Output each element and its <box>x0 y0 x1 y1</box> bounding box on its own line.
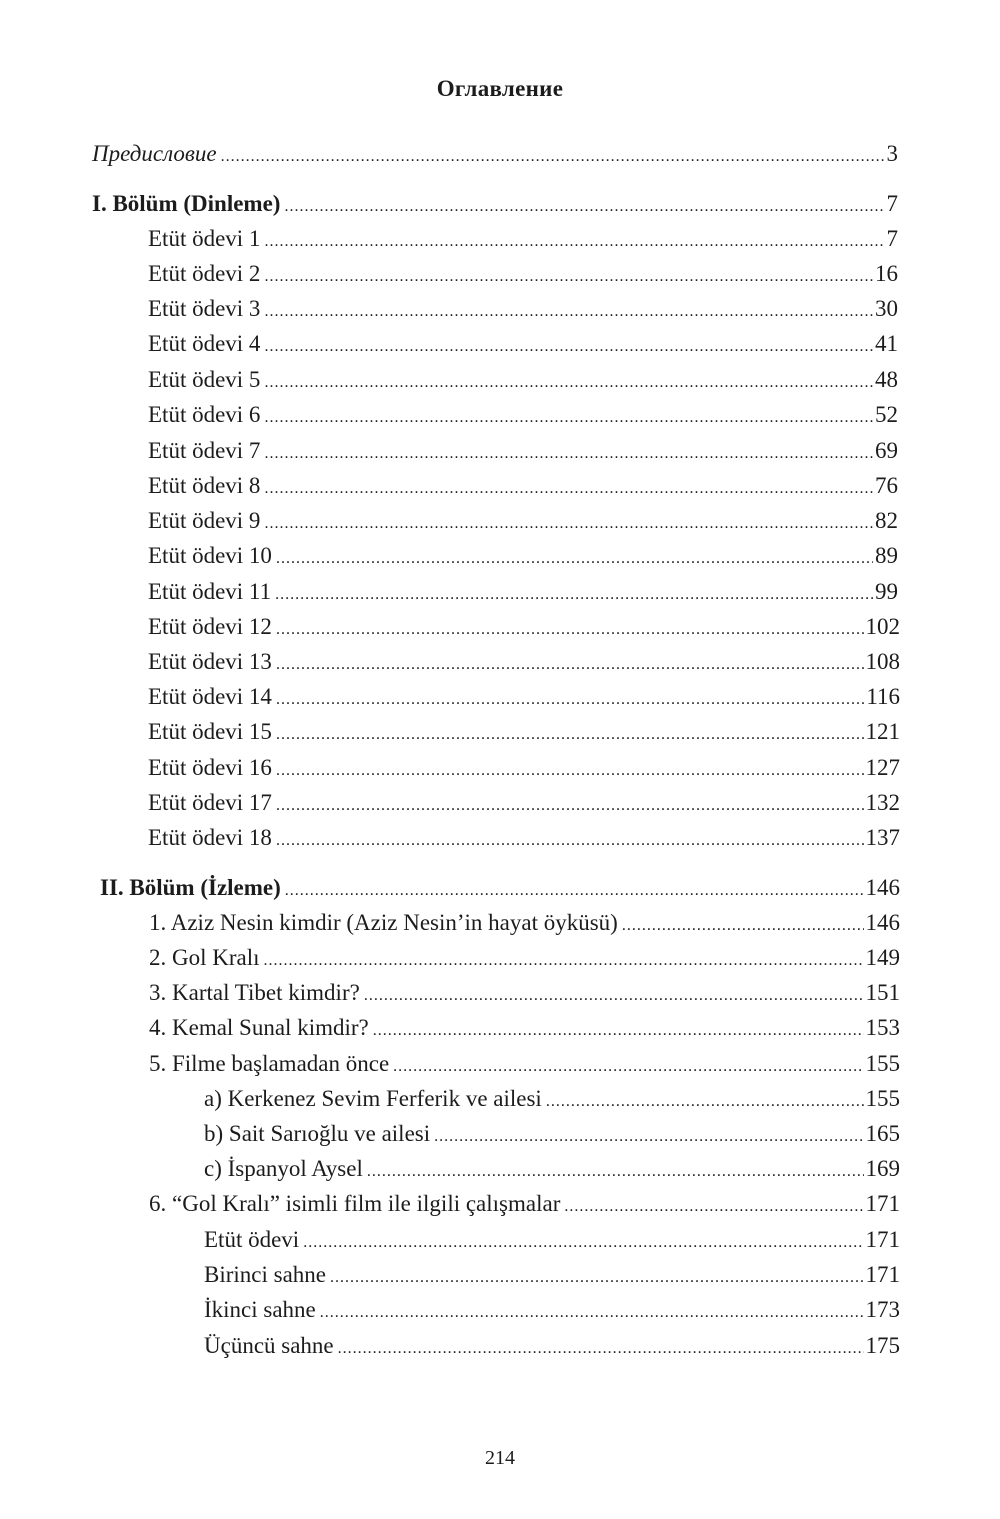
toc-entry <box>204 1332 900 1360</box>
toc-entry <box>148 401 898 429</box>
toc-leader-dots <box>320 1299 864 1327</box>
toc-label: Birinci sahne <box>204 1262 326 1287</box>
toc-page: 151 <box>865 980 900 1005</box>
toc-label: 5. Filme başlamadan önce <box>149 1051 390 1076</box>
toc-label: Etüt ödevi 9 <box>148 508 261 533</box>
toc-leader-dots <box>364 982 864 1010</box>
toc-label: Etüt ödevi 12 <box>148 614 272 639</box>
toc-label: Etüt ödevi 13 <box>148 649 272 674</box>
toc-leader-dots <box>264 369 873 397</box>
toc-label: Etüt ödevi 8 <box>148 473 261 498</box>
toc-label: İkinci sahne <box>204 1297 316 1322</box>
toc-leader-dots <box>276 792 864 820</box>
toc-page: 149 <box>865 945 900 970</box>
toc-page: 121 <box>865 719 900 744</box>
toc-label: Etüt ödevi 18 <box>148 825 272 850</box>
toc-entry <box>149 1014 900 1042</box>
toc-entry <box>148 542 898 570</box>
toc-label: Üçüncü sahne <box>204 1333 334 1358</box>
toc-leader-dots <box>303 1229 863 1257</box>
toc-leader-dots <box>284 193 884 221</box>
toc-leader-dots <box>264 298 873 326</box>
toc-entry <box>148 225 898 253</box>
toc-entry-preface <box>92 140 898 168</box>
toc-entry <box>148 613 900 641</box>
toc-entry <box>148 295 898 323</box>
toc-page: 102 <box>865 614 900 639</box>
toc-page: 165 <box>865 1121 900 1146</box>
toc-entry <box>148 824 900 852</box>
toc-label: 1. Aziz Nesin kimdir (Aziz Nesin’in hayat öyküsü) <box>149 910 618 935</box>
toc-page: 132 <box>865 790 900 815</box>
toc-leader-dots <box>275 581 873 609</box>
toc-leader-dots <box>276 686 864 714</box>
toc-label: Etüt ödevi 11 <box>148 579 272 604</box>
toc-page: 153 <box>865 1015 900 1040</box>
toc-entry <box>204 1261 900 1289</box>
toc-entry <box>204 1296 900 1324</box>
toc-entry <box>148 683 900 711</box>
toc-leader-dots <box>546 1088 864 1116</box>
toc-page: 171 <box>865 1191 900 1216</box>
toc-page: 16 <box>875 261 898 286</box>
toc-page: 48 <box>875 367 898 392</box>
toc-entry <box>148 260 898 288</box>
toc-page: 155 <box>865 1051 900 1076</box>
toc-entry <box>148 789 900 817</box>
toc-leader-dots <box>393 1053 863 1081</box>
toc-page: 3 <box>886 141 898 166</box>
toc-heading-part1 <box>92 190 898 218</box>
toc-leader-dots <box>264 404 873 432</box>
toc-entry <box>148 366 898 394</box>
toc-label: Etüt ödevi 17 <box>148 790 272 815</box>
toc-label: II. Bölüm (İzleme) <box>100 875 281 900</box>
toc-leader-dots <box>264 440 873 468</box>
toc-leader-dots <box>434 1123 863 1151</box>
toc-page: 173 <box>865 1297 900 1322</box>
toc-label: Предисловие <box>92 141 217 166</box>
toc-page: 146 <box>865 875 900 900</box>
toc-label: Etüt ödevi 16 <box>148 755 272 780</box>
toc-leader-dots <box>276 721 864 749</box>
toc-label: Etüt ödevi 2 <box>148 261 261 286</box>
toc-entry <box>148 437 898 465</box>
toc-page: 30 <box>875 296 898 321</box>
toc-heading-part2 <box>100 874 900 902</box>
toc-entry <box>148 330 898 358</box>
toc-page: 82 <box>875 508 898 533</box>
toc-label: Etüt ödevi 3 <box>148 296 261 321</box>
toc-label: Etüt ödevi <box>204 1227 300 1252</box>
toc-page: 108 <box>865 649 900 674</box>
toc-page: 127 <box>865 755 900 780</box>
toc-leader-dots <box>564 1193 863 1221</box>
toc-leader-dots <box>330 1264 864 1292</box>
toc-entry <box>149 1050 900 1078</box>
toc-entry <box>148 507 898 535</box>
toc-label: Etüt ödevi 14 <box>148 684 272 709</box>
toc-leader-dots <box>264 228 884 256</box>
toc-label: Etüt ödevi 7 <box>148 438 261 463</box>
toc-entry <box>204 1226 900 1254</box>
toc-page: 76 <box>875 473 898 498</box>
toc-leader-dots <box>276 827 864 855</box>
toc-page: 89 <box>875 543 898 568</box>
toc-label: Etüt ödevi 4 <box>148 331 261 356</box>
toc-page: 52 <box>875 402 898 427</box>
toc-page: 137 <box>865 825 900 850</box>
toc-leader-dots <box>276 545 873 573</box>
toc-label: Etüt ödevi 6 <box>148 402 261 427</box>
page-title: Оглавление <box>436 76 564 101</box>
toc-leader-dots <box>276 757 864 785</box>
toc-page: 41 <box>875 331 898 356</box>
toc-page: 171 <box>865 1227 900 1252</box>
toc-page: 116 <box>866 684 900 709</box>
toc-leader-dots <box>264 510 873 538</box>
toc-page: 99 <box>875 579 898 604</box>
toc-leader-dots <box>221 143 885 171</box>
toc-leader-dots <box>285 877 864 905</box>
toc-entry <box>204 1120 900 1148</box>
toc-leader-dots <box>622 912 864 940</box>
page-number: 214 <box>485 1447 515 1469</box>
toc-entry <box>149 979 900 1007</box>
toc-page: 7 <box>886 191 898 216</box>
toc-leader-dots <box>264 475 873 503</box>
toc-entry <box>149 1190 900 1218</box>
toc-entry <box>148 648 900 676</box>
toc-entry <box>148 578 898 606</box>
toc-label: Etüt ödevi 10 <box>148 543 272 568</box>
toc-entry <box>148 718 900 746</box>
toc-page: 171 <box>865 1262 900 1287</box>
toc-entry <box>149 944 900 972</box>
toc-label: Etüt ödevi 5 <box>148 367 261 392</box>
toc-leader-dots <box>264 263 873 291</box>
toc-label: Etüt ödevi 15 <box>148 719 272 744</box>
toc-page: 169 <box>865 1156 900 1181</box>
toc-leader-dots <box>276 616 864 644</box>
toc-leader-dots <box>373 1017 864 1045</box>
toc-page: 69 <box>875 438 898 463</box>
toc-leader-dots <box>264 947 864 975</box>
toc-label: 3. Kartal Tibet kimdir? <box>149 980 360 1005</box>
toc-entry <box>148 754 900 782</box>
toc-leader-dots <box>264 333 873 361</box>
toc-page: 7 <box>886 226 898 251</box>
toc-label: 4. Kemal Sunal kimdir? <box>149 1015 369 1040</box>
toc-page: 146 <box>865 910 900 935</box>
toc-label: I. Bölüm (Dinleme) <box>92 191 281 216</box>
toc-page: 175 <box>865 1333 900 1358</box>
toc-leader-dots <box>338 1335 864 1363</box>
toc-label: c) İspanyol Aysel <box>204 1156 363 1181</box>
toc-label: 2. Gol Kralı <box>149 945 260 970</box>
toc-entry <box>204 1155 900 1183</box>
toc-entry <box>204 1085 900 1113</box>
toc-label: 6. “Gol Kralı” isimli film ile ilgili çalışmalar <box>149 1191 561 1216</box>
toc-entry <box>148 472 898 500</box>
toc-entry <box>149 909 900 937</box>
toc-leader-dots <box>367 1158 864 1186</box>
toc-leader-dots <box>276 651 864 679</box>
toc-label: Etüt ödevi 1 <box>148 226 261 251</box>
toc-label: a) Kerkenez Sevim Ferferik ve ailesi <box>204 1086 542 1111</box>
toc-label: b) Sait Sarıoğlu ve ailesi <box>204 1121 431 1146</box>
toc-page: 155 <box>865 1086 900 1111</box>
